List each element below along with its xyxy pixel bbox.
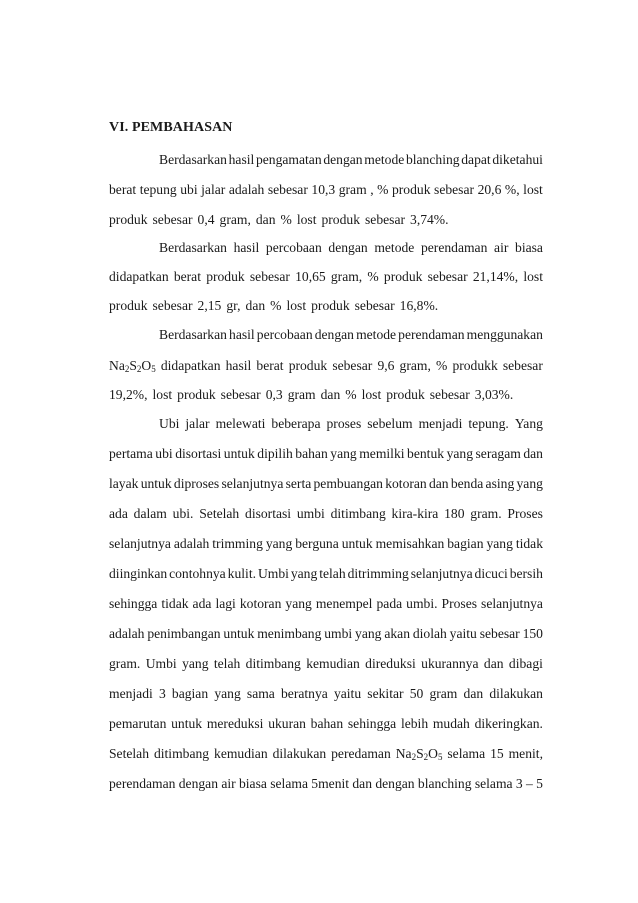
word: untuk	[223, 446, 255, 461]
word: sebesar	[434, 182, 475, 197]
word: selanjutnya	[410, 566, 473, 581]
word: 10,65	[295, 269, 326, 284]
word: yang	[290, 566, 318, 581]
word: lost	[523, 269, 543, 284]
word: dengan	[314, 327, 354, 342]
word: yaitu	[333, 686, 362, 701]
word: lost	[286, 298, 307, 313]
word: dicuci	[474, 566, 508, 581]
word: gram.	[109, 656, 141, 671]
word: Proses	[507, 506, 543, 521]
word: pembuangan	[313, 476, 383, 491]
word: %,	[504, 182, 520, 197]
word: berat	[256, 358, 284, 373]
word: proses	[326, 416, 362, 431]
word: yang	[182, 656, 209, 671]
word: sebesar	[249, 269, 290, 284]
word: dalam	[133, 506, 167, 521]
word: dengan	[178, 776, 219, 791]
word: produk	[383, 269, 423, 284]
word: kemudian	[306, 656, 360, 671]
word: diproses	[173, 476, 220, 491]
word: lebih	[400, 716, 429, 731]
word: metode	[374, 240, 415, 255]
word: yang	[265, 536, 293, 551]
word: dan	[483, 656, 504, 671]
word: hasil	[229, 327, 255, 342]
word: menjadi	[109, 686, 153, 701]
word: selanjutnya	[109, 536, 171, 551]
word: perendaman	[109, 776, 176, 791]
paragraph-line	[109, 746, 543, 762]
word: 5menit	[311, 776, 350, 791]
word: mudah	[432, 716, 470, 731]
word: menimbang	[257, 626, 322, 641]
word: yang	[285, 596, 312, 611]
word: blanching	[417, 776, 472, 791]
word: sebesar	[365, 212, 406, 227]
word: ditrimming	[347, 566, 409, 581]
word: seragam	[475, 446, 521, 461]
word: lagi	[215, 596, 236, 611]
word: sebesar	[502, 358, 543, 373]
word: 0,4	[197, 212, 215, 227]
word: umbi	[324, 626, 353, 641]
word: %	[345, 387, 357, 402]
word: dan	[245, 298, 266, 313]
word: lost	[523, 182, 543, 197]
word: yang	[214, 686, 241, 701]
word: umbi.	[406, 596, 438, 611]
word: asing	[485, 476, 515, 491]
word: ,	[370, 182, 374, 197]
word: selanjutnya	[481, 596, 543, 611]
word: selama	[474, 776, 513, 791]
word: Berdasarkan	[159, 327, 227, 342]
paragraph-line	[109, 269, 543, 285]
word: yang	[486, 536, 513, 551]
word: sebesar	[267, 182, 308, 197]
word: 9,6	[377, 358, 395, 373]
word: Setelah	[109, 746, 150, 761]
word: disortasi	[175, 446, 222, 461]
word: dan	[320, 387, 341, 402]
word: selama	[270, 776, 308, 791]
word: blanching	[405, 152, 460, 167]
word: tidak	[161, 596, 189, 611]
word: lost	[361, 387, 382, 402]
word: ubi.	[172, 506, 194, 521]
word: untuk	[341, 536, 373, 551]
word: pertama	[109, 446, 153, 461]
word: selama	[447, 746, 486, 761]
word: 3,03%.	[474, 387, 514, 402]
word: 15	[490, 746, 504, 761]
word: dan	[428, 476, 449, 491]
word: tidak	[515, 536, 543, 551]
word: ditimbang	[245, 656, 301, 671]
word: dan	[255, 212, 276, 227]
word: untuk	[171, 716, 203, 731]
word: dan	[523, 446, 543, 461]
word: jalar	[201, 182, 226, 197]
word: perendaman	[398, 327, 465, 342]
paragraph-line	[109, 476, 543, 492]
word: ukurannya	[421, 656, 479, 671]
word: gram	[429, 686, 458, 701]
paragraph-line	[109, 596, 543, 612]
word: Ubi	[159, 416, 180, 431]
word: gram,	[399, 358, 431, 373]
paragraph-line	[109, 182, 543, 198]
word: produk	[177, 387, 216, 402]
word: 150	[522, 626, 543, 641]
word: sebesar	[427, 269, 468, 284]
word: berguna	[295, 536, 339, 551]
word: produk	[109, 298, 148, 313]
word: peredaman	[331, 746, 391, 761]
word: diinginkan	[109, 566, 168, 581]
word: pemarutan	[109, 716, 167, 731]
word: sebelum	[367, 416, 413, 431]
word: –	[526, 776, 533, 791]
word: gram,	[330, 269, 363, 284]
word: metode	[364, 152, 405, 167]
word: 180	[444, 506, 465, 521]
word: 2,15	[197, 298, 222, 313]
paragraph-line	[109, 212, 543, 228]
paragraph-line	[159, 416, 543, 432]
word: 20,6	[477, 182, 502, 197]
paragraph-line	[109, 716, 543, 732]
word: telah	[319, 566, 346, 581]
word: air	[221, 776, 236, 791]
word: percobaan	[265, 240, 322, 255]
word: $Na_2S_2O_5$	[109, 358, 156, 374]
word: ditimbang	[153, 746, 210, 761]
word: diketahui	[492, 152, 543, 167]
paragraph-line	[109, 298, 543, 314]
word: ukuran	[268, 716, 306, 731]
paragraph-line	[159, 152, 543, 168]
word: pengamatan	[255, 152, 322, 167]
word: sehingga	[347, 716, 397, 731]
word: Berdasarkan	[159, 152, 227, 167]
word: sebesar	[354, 298, 395, 313]
word: ada	[109, 506, 128, 521]
word: tepung	[139, 182, 177, 197]
word: 50	[409, 686, 424, 701]
word: menempel	[315, 596, 373, 611]
word: bersih	[509, 566, 543, 581]
word: umbi	[296, 506, 325, 521]
word: untuk	[223, 626, 255, 641]
word: contohnya	[169, 566, 226, 581]
word: produk	[109, 212, 148, 227]
word: bahan	[310, 716, 344, 731]
word: penimbangan	[147, 626, 221, 641]
word: 3,74%.	[410, 212, 449, 227]
word: sebesar	[479, 626, 520, 641]
word: sebesar	[429, 387, 470, 402]
word: 10,3	[311, 182, 336, 197]
word: telah	[213, 656, 241, 671]
word: menggunakan	[466, 327, 543, 342]
word: untuk	[140, 476, 172, 491]
word: beberapa	[271, 416, 321, 431]
word: dan	[352, 776, 373, 791]
word: dapat	[461, 152, 491, 167]
word: %	[377, 182, 389, 197]
word: dibagi	[508, 656, 543, 671]
word: yang	[446, 446, 473, 461]
word: produk	[391, 182, 431, 197]
word: bagian	[447, 536, 484, 551]
word: hasil	[225, 358, 252, 373]
word: air	[494, 240, 509, 255]
word: Setelah	[199, 506, 240, 521]
word: hasil	[228, 152, 255, 167]
paragraph-line	[109, 686, 543, 702]
word: memilki	[359, 446, 405, 461]
word: dipilih	[257, 446, 293, 461]
word: produk	[288, 358, 328, 373]
word: ubi	[155, 446, 173, 461]
word: sebesar	[332, 358, 373, 373]
word: ada	[192, 596, 212, 611]
word: dilakukan	[489, 686, 543, 701]
paragraph-line	[159, 327, 543, 343]
word: menit,	[508, 746, 543, 761]
word: dengan	[375, 776, 415, 791]
word: %	[280, 212, 292, 227]
word: berat	[173, 269, 201, 284]
word: 3	[515, 776, 523, 791]
word: kira-kira	[391, 506, 439, 521]
word: yang	[516, 476, 543, 491]
word: direduksi	[365, 656, 416, 671]
paragraph-line	[109, 656, 543, 672]
paragraph-line	[109, 446, 543, 462]
word: kemudian	[214, 746, 268, 761]
word: lost	[152, 387, 173, 402]
word: produkk	[452, 358, 498, 373]
word: produk	[206, 269, 245, 284]
word: Yang	[514, 416, 543, 431]
word: yaitu	[449, 626, 477, 641]
word: sekitar	[367, 686, 404, 701]
word: 21,14%,	[472, 269, 519, 284]
word: 3	[158, 686, 166, 701]
word: %	[436, 358, 448, 373]
word: melewati	[215, 416, 266, 431]
word: %	[270, 298, 282, 313]
word: menjadi	[418, 416, 463, 431]
word: yang	[330, 446, 357, 461]
word: $Na_2S_2O_5$	[395, 746, 443, 762]
word: dan	[463, 686, 484, 701]
word: 5	[536, 776, 543, 791]
paragraph-line	[109, 626, 543, 642]
word: tepung.	[468, 416, 509, 431]
word: selanjutnya	[221, 476, 284, 491]
word: ditimbang	[330, 506, 386, 521]
word: beratnya	[281, 686, 328, 701]
word: metode	[356, 327, 397, 342]
word: akan	[384, 626, 410, 641]
word: 16,8%.	[399, 298, 439, 313]
word: gram	[338, 182, 367, 197]
word: jalar	[185, 416, 210, 431]
word: trimming	[212, 536, 263, 551]
word: produk	[311, 298, 350, 313]
word: serta	[285, 476, 312, 491]
word: disortasi	[245, 506, 292, 521]
word: 0,3	[265, 387, 283, 402]
word: Proses	[441, 596, 478, 611]
paragraph-line	[109, 506, 543, 522]
word: kulit.	[227, 566, 256, 581]
word: hasil	[233, 240, 260, 255]
word: gram,	[219, 212, 251, 227]
word: diolah	[412, 626, 447, 641]
paragraph-line	[109, 358, 543, 374]
word: Umbi	[145, 656, 177, 671]
word: layak	[109, 476, 139, 491]
word: didapatkan	[109, 269, 169, 284]
word: berat	[109, 182, 137, 197]
word: didapatkan	[160, 358, 221, 373]
word: sama	[246, 686, 275, 701]
word: perendaman	[420, 240, 488, 255]
word: biasa	[238, 776, 267, 791]
paragraph-line	[109, 776, 543, 792]
word: memisahkan	[375, 536, 445, 551]
word: pada	[376, 596, 403, 611]
word: kotoran	[239, 596, 282, 611]
word: dengan	[323, 152, 363, 167]
word: benda	[450, 476, 484, 491]
paragraph-line	[109, 387, 543, 403]
word: dikeringkan.	[474, 716, 543, 731]
word: sebesar	[220, 387, 261, 402]
word: ubi	[180, 182, 198, 197]
word: gr,	[226, 298, 241, 313]
word: kotoran	[385, 476, 427, 491]
word: produk	[321, 212, 360, 227]
word: produk	[386, 387, 425, 402]
word: sebesar	[152, 212, 193, 227]
word: bentuk	[407, 446, 445, 461]
paragraph-line	[109, 566, 543, 582]
word: gram.	[470, 506, 502, 521]
word: gram	[287, 387, 316, 402]
word: adalah	[228, 182, 265, 197]
word: dengan	[328, 240, 368, 255]
word: bagian	[171, 686, 209, 701]
section-heading: VI. PEMBAHASAN	[109, 120, 233, 135]
word: 19,2%,	[109, 387, 148, 402]
word: biasa	[515, 240, 543, 255]
word: bahan	[295, 446, 328, 461]
paragraph-line	[159, 240, 543, 256]
word: percobaan	[256, 327, 313, 342]
word: Umbi	[257, 566, 289, 581]
word: mereduksi	[206, 716, 264, 731]
word: %	[367, 269, 379, 284]
word: adalah	[173, 536, 210, 551]
word: Berdasarkan	[159, 240, 227, 255]
word: adalah	[109, 626, 145, 641]
paragraph-line	[109, 536, 543, 552]
word: dilakukan	[272, 746, 327, 761]
word: yang	[355, 626, 382, 641]
word: sebesar	[152, 298, 193, 313]
word: sehingga	[109, 596, 158, 611]
word: lost	[296, 212, 317, 227]
